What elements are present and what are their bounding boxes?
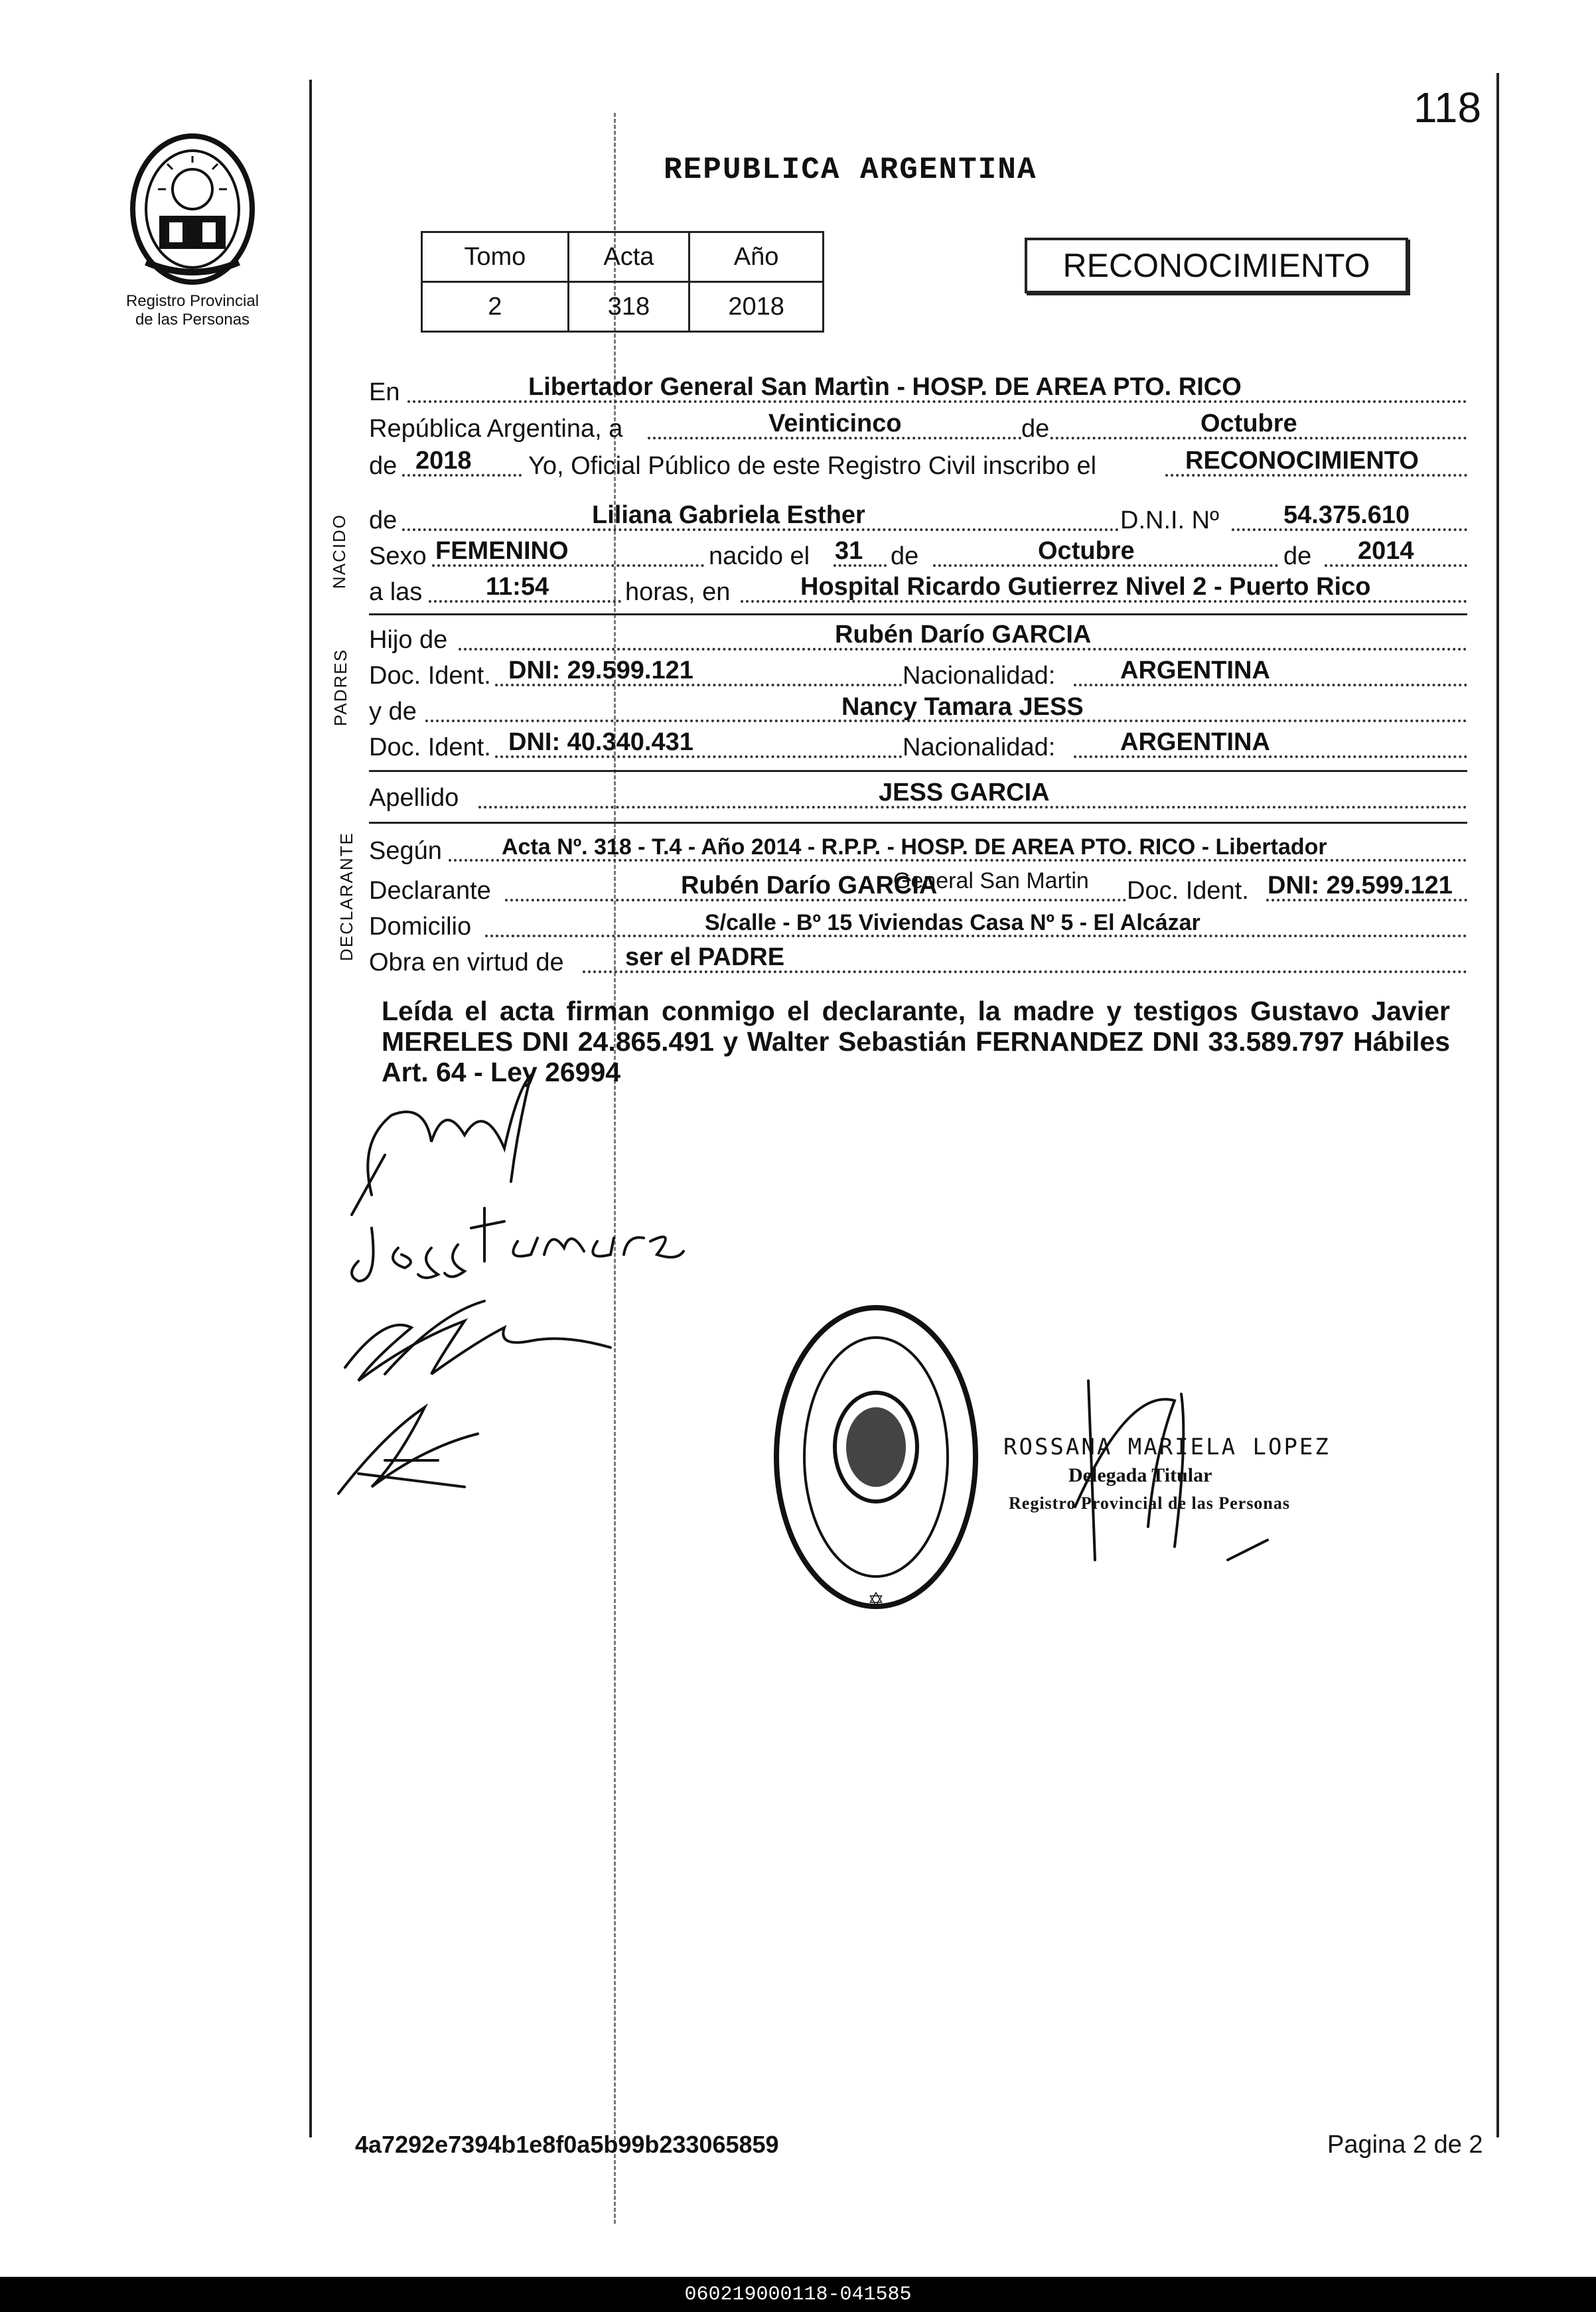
value-doc-declarante: DNI: 29.599.121 — [1268, 872, 1453, 899]
label-nacionalidad-madre: Nacionalidad: — [903, 733, 1056, 761]
row-apellido — [369, 781, 1467, 814]
pagination: Pagina 2 de 2 — [1327, 2131, 1483, 2159]
label-doc-padre: Doc. Ident. — [369, 662, 491, 690]
value-nacionalidad-padre: ARGENTINA — [1120, 656, 1270, 684]
row-declarante — [369, 868, 1467, 907]
value-declarante: Rubén Darío GARCIA — [681, 872, 938, 899]
label-apellido: Apellido — [369, 784, 459, 812]
value-lugar-registro: Libertador General San Martìn - HOSP. DE AREA PTO. RICO — [528, 373, 1242, 401]
right-margin-line — [1496, 73, 1499, 2137]
row-sexo — [369, 539, 1467, 572]
act-type-box — [1025, 238, 1408, 293]
label-declarante: Declarante — [369, 877, 491, 905]
row-doc-padre — [369, 658, 1467, 692]
value-nacionalidad-madre: ARGENTINA — [1120, 728, 1270, 756]
seal-caption-line1: Registro Provincial — [125, 292, 259, 310]
label-de-mes: de — [891, 542, 919, 570]
row-nombre — [369, 503, 1467, 536]
label-horas: horas, en — [625, 578, 731, 606]
value-lugar-nacimiento: Hospital Ricardo Gutierrez Nivel 2 - Puerto Rico — [800, 573, 1371, 601]
page-number: 118 — [1414, 84, 1482, 131]
svg-text:✡: ✡ — [867, 1588, 885, 1612]
row-hora — [369, 575, 1467, 608]
section-divider — [369, 613, 1467, 615]
label-en: En — [369, 378, 400, 406]
value-dia: Veinticinco — [768, 410, 902, 437]
record-box-anio: 2018 — [689, 282, 824, 332]
officer-name: ROSSANA MARIELA LOPEZ — [1003, 1434, 1331, 1460]
value-madre: Nancy Tamara JESS — [841, 693, 1084, 721]
label-hijo: Hijo de — [369, 626, 448, 654]
value-domicilio: S/calle - Bº 15 Viviendas Casa Nº 5 - El Alcázar — [705, 910, 1200, 935]
row-madre — [369, 694, 1467, 728]
official-stamp — [770, 1301, 982, 1613]
row-obra — [369, 945, 1467, 978]
record-box-tomo: 2 — [422, 282, 569, 332]
row-fecha — [369, 412, 1467, 445]
section-divider — [369, 770, 1467, 772]
value-segun: Acta Nº. 318 - T.4 - Año 2014 - R.P.P. - HOSP. DE AREA PTO. RICO - Libertador — [502, 834, 1327, 860]
value-doc-madre: DNI: 40.340.431 — [508, 728, 693, 756]
value-apellido: JESS GARCIA — [879, 779, 1050, 807]
label-alas: a las — [369, 578, 423, 606]
label-segun: Según — [369, 837, 442, 865]
coat-of-arms-icon — [119, 129, 265, 289]
provincial-seal — [119, 129, 265, 289]
label-dni: D.N.I. Nº — [1120, 506, 1219, 534]
label-yde: y de — [369, 698, 417, 726]
act-type-label: RECONOCIMIENTO — [1062, 247, 1370, 284]
label-nacionalidad-padre: Nacionalidad: — [903, 662, 1056, 690]
side-label-nacido: NACIDO — [329, 513, 350, 589]
label-de: de — [1021, 415, 1050, 443]
record-box-acta: 318 — [568, 282, 689, 332]
side-label-declarante: DECLARANTE — [336, 832, 356, 961]
value-padre: Rubén Darío GARCIA — [835, 621, 1092, 649]
value-sexo: FEMENINO — [435, 537, 569, 565]
handwritten-signatures — [332, 1062, 796, 1540]
row-domicilio — [369, 909, 1467, 943]
value-dni: 54.375.610 — [1283, 501, 1410, 529]
value-mes: Octubre — [1200, 410, 1297, 437]
section-divider — [369, 822, 1467, 824]
value-nombre: Liliana Gabriela Esther — [592, 501, 865, 529]
value-nac-anio: 2014 — [1358, 537, 1414, 565]
label-nacido: nacido el — [709, 542, 810, 570]
label-sexo: Sexo — [369, 542, 427, 570]
stamp-icon — [770, 1301, 982, 1613]
label-de-nombre: de — [369, 506, 398, 534]
officer-title: Delegada Titular — [1068, 1464, 1212, 1486]
label-doc-declarante: Doc. Ident. — [1127, 877, 1249, 905]
label-yo: Yo, Oficial Público de este Registro Civil inscribo el — [528, 452, 1097, 480]
label-republica: República Argentina, a — [369, 415, 623, 443]
label-domicilio: Domicilio — [369, 913, 472, 941]
record-box — [421, 231, 824, 333]
value-anio: 2018 — [415, 447, 472, 475]
row-inscribo — [369, 449, 1467, 482]
left-margin-line — [309, 80, 312, 2137]
barcode-id: 060219000118-041585 — [684, 2283, 912, 2306]
document-hash: 4a7292e7394b1e8f0a5b99b233065859 — [355, 2131, 779, 2158]
row-en — [369, 375, 1467, 408]
row-doc-madre — [369, 730, 1467, 763]
value-doc-padre: DNI: 29.599.121 — [508, 656, 693, 684]
label-obra: Obra en virtud de — [369, 949, 564, 976]
seal-caption-line2: de las Personas — [135, 311, 250, 329]
seal-caption — [100, 292, 285, 329]
record-box-header-tomo: Tomo — [422, 232, 569, 282]
record-box-header-acta: Acta — [568, 232, 689, 282]
closing-text: Leída el acta firman conmigo el declarante, la madre y testigos Gustavo Javier MERELES DNI 24.865.491 y Walter Sebastián FERNANDEZ DNI 33.589.797 Hábiles Art. 64 - Ley 26994 — [382, 996, 1450, 1087]
label-de-anio-nac: de — [1283, 542, 1312, 570]
row-segun — [369, 834, 1467, 867]
value-obra: ser el PADRE — [625, 943, 785, 971]
side-label-padres: PADRES — [330, 649, 350, 726]
row-padre — [369, 623, 1467, 656]
value-segun-cont: General San Martin — [893, 868, 1089, 893]
value-hora: 11:54 — [486, 573, 549, 601]
country-title: REPUBLICA ARGENTINA — [664, 153, 1037, 187]
officer-office: Registro Provincial de las Personas — [1009, 1494, 1291, 1513]
value-nac-mes: Octubre — [1038, 537, 1135, 565]
label-de-anio: de — [369, 452, 398, 480]
record-box-header-row — [422, 232, 824, 282]
record-box-header-anio: Año — [689, 232, 824, 282]
value-nac-dia: 31 — [835, 537, 863, 565]
label-doc-madre: Doc. Ident. — [369, 733, 491, 761]
barcode-strip — [0, 2277, 1596, 2312]
value-acto: RECONOCIMIENTO — [1185, 447, 1419, 475]
record-box-value-row — [422, 282, 824, 332]
